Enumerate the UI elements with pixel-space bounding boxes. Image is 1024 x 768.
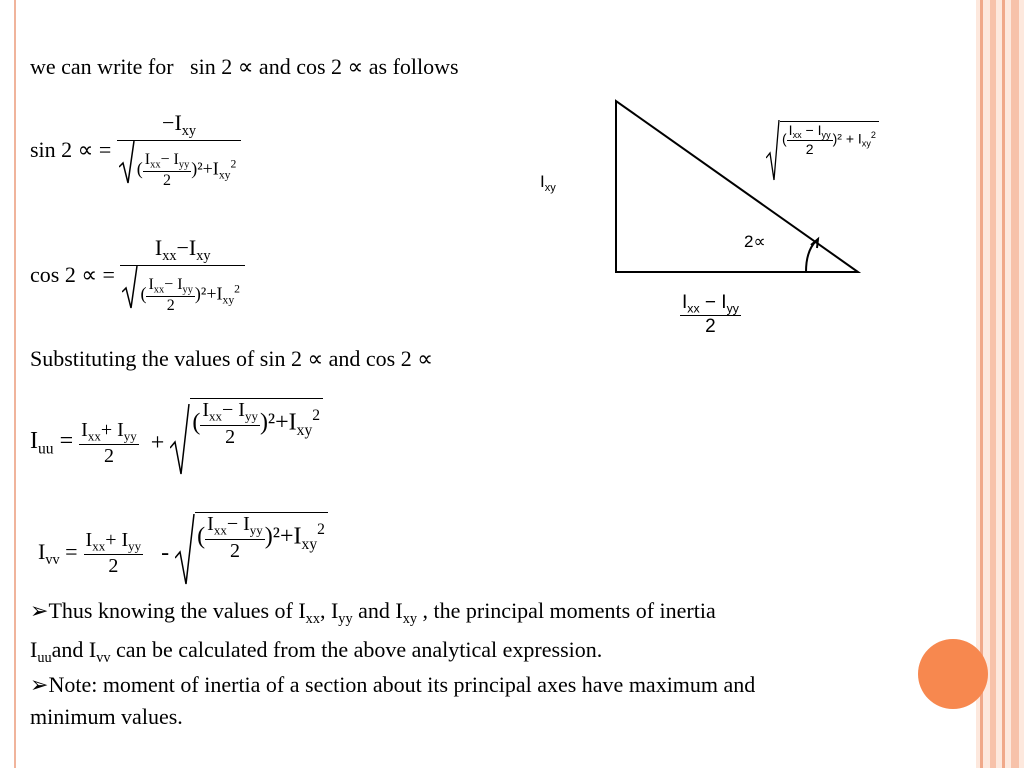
- cos-equation: [30, 235, 245, 315]
- diagram-hypotenuse-label: ( $\frac{I_{xx} - I_{yy}}{2}$ )$^2 + I_{xy}^2$: [766, 120, 879, 185]
- substituting-expr: sin 2 ∝ and cos 2 ∝: [259, 346, 433, 371]
- iuu-radical: ( $\frac{I_{xx}- I_{yy}}{2}$ )$^2+I_{xy}^2$: [170, 404, 323, 483]
- iuu-fraction: $\frac{I_{xx}+ I_{yy}}{2}$: [81, 418, 137, 468]
- ivv-radical: ( $\frac{I_{xx}- I_{yy}}{2}$ )$^2+I_{xy}^2$: [175, 514, 328, 593]
- bullet-2-line-2: minimum values.: [30, 704, 183, 729]
- bullet-1-line-1: ➢Thus knowing the values of $I_{xx}$, $I_{yy}$ and $I_{xy}$ , the principal moments of inertia: [30, 598, 716, 627]
- iuu-equation: [30, 399, 323, 483]
- diagram-base-label: $\frac{I_{xx} - I_{yy}}{2}$: [682, 292, 739, 338]
- sin-denominator: [117, 140, 242, 190]
- ivv-fraction: $\frac{I_{xx}+ I_{yy}}{2}$: [85, 528, 142, 578]
- cos-radical: ( $\frac{I_{xx}- I_{yy}}{2}$ )$^2+I_{xy}^2$: [122, 266, 243, 315]
- ivv-lhs: $I_{vv}$ =: [38, 538, 78, 568]
- bullet-1-line-2: $I_{uu}and$ $I_{vv}$ can be calculated from the above analytical expression.: [30, 637, 603, 666]
- intro-expr: sin 2 ∝ and cos 2 ∝ as follows: [190, 54, 459, 79]
- arrow-bullet-icon: ➢: [30, 672, 49, 697]
- cos-fraction: [120, 235, 245, 315]
- radical-sign-icon: [170, 404, 190, 483]
- ivv-operator: -: [161, 540, 170, 566]
- sin-fraction: [117, 110, 242, 190]
- radical-sign-icon: [766, 120, 780, 185]
- bullet-2-line-1: ➢Note: moment of inertia of a section about its principal axes have maximum and: [30, 672, 756, 697]
- sin-lhs: sin 2 ∝ =: [30, 137, 112, 162]
- intro-line: [30, 54, 459, 80]
- orange-circle-decoration: [918, 639, 988, 709]
- cos-numerator: $I_{xx}-I_{xy}$: [154, 235, 211, 264]
- diagram-ixy-label: $I_{xy}$: [540, 172, 556, 194]
- cos-denominator: [120, 265, 245, 315]
- cos-lhs: cos 2 ∝ =: [30, 262, 115, 287]
- iuu-operator: +: [150, 430, 165, 456]
- substituting-text: Substituting the values of: [30, 346, 255, 371]
- diagram-angle-label: 2∝: [744, 232, 766, 251]
- radical-sign-icon: [122, 266, 138, 315]
- sin-numerator: $-I_{xy}$: [162, 110, 197, 139]
- intro-text: we can write for: [30, 54, 174, 79]
- left-border-line: [14, 0, 16, 768]
- iuu-lhs: $I_{uu}$ =: [30, 428, 74, 458]
- right-stripe-decoration: [976, 0, 1024, 768]
- radical-sign-icon: [175, 514, 195, 593]
- sin-equation: [30, 110, 241, 190]
- substituting-line: [30, 346, 433, 372]
- sin-radical: ( $\frac{I_{xx}- I_{yy}}{2}$ )$^2+I_{xy}^2$: [119, 141, 240, 190]
- arrow-bullet-icon: ➢: [30, 598, 49, 623]
- ivv-equation: [38, 514, 328, 593]
- radical-sign-icon: [119, 141, 135, 190]
